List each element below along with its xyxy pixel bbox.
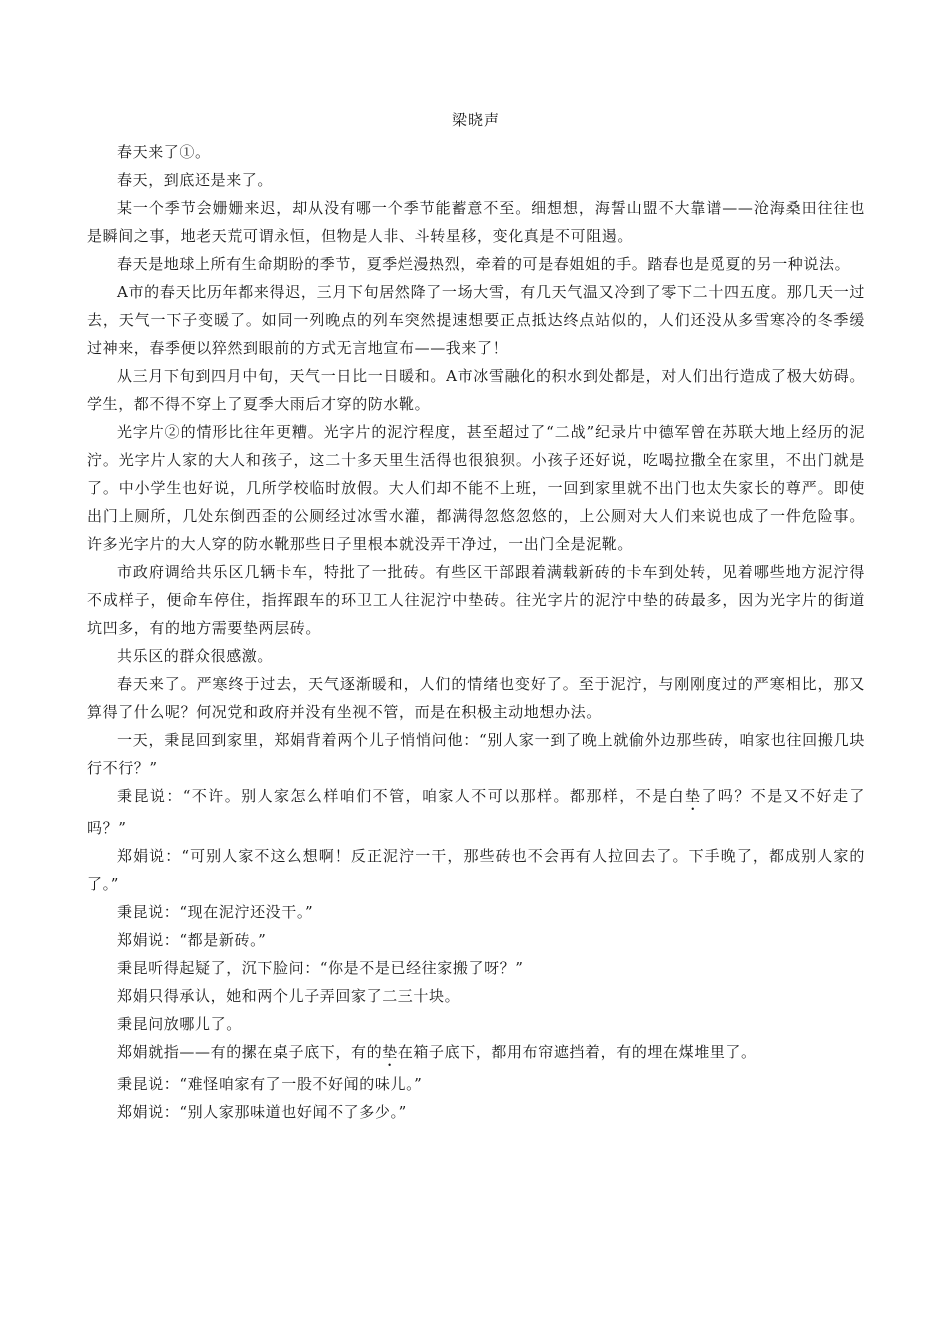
paragraph: 秉昆说：“不许。别人家怎么样咱们不管，咱家人不可以那样。都那样，不是白垫了吗？不是又不好走了吗？”	[87, 787, 865, 837]
emphasis-char: 垫	[382, 1043, 398, 1061]
paragraph: 一天，秉昆回到家里，郑娟背着两个儿子悄悄问他：“别人家一到了晚上就偷外边那些砖，咱家也往回搬几块行不行？”	[87, 731, 865, 777]
paragraph: 春天来了①。	[117, 143, 211, 161]
paragraph: A市的春天比历年都来得迟，三月下旬居然降了一场大雪，有几天气温又冷到了零下二十四五度。那几天一过去，天气一下子变暖了。如同一列晚点的列车突然提速想要正点抵达终点站似的，人们还没从多雪寒冷的冬季缓过神来，春季便以猝然到眼前的方式无言地宣布——我来了！	[87, 283, 865, 357]
paragraph: 秉昆说：“现在泥泞还没干。”	[117, 903, 314, 921]
paragraph: 郑娟就指——有的摞在桌子底下，有的垫在箱子底下，都用布帘遮挡着，有的埋在煤堆里了。	[117, 1043, 757, 1061]
paragraph: 郑娟说：“都是新砖。”	[117, 931, 267, 949]
paragraph: 秉昆听得起疑了，沉下脸问：“你是不是已经往家搬了呀？”	[117, 959, 524, 977]
author-name: 梁晓声	[451, 111, 500, 129]
paragraph: 郑娟只得承认，她和两个儿子弄回家了二三十块。	[117, 987, 461, 1005]
paragraph: 春天是地球上所有生命期盼的季节，夏季烂漫热烈，牵着的可是春姐姐的手。踏春也是觅夏的另一种说法。	[117, 255, 851, 273]
paragraph: 郑娟说：“别人家那味道也好闻不了多少。”	[117, 1103, 407, 1121]
paragraph: 从三月下旬到四月中旬，天气一日比一日暖和。A市冰雪融化的积水到处都是，对人们出行造成了极大妨碍。学生，都不得不穿上了夏季大雨后才穿的防水靴。	[87, 367, 865, 413]
paragraph: 某一个季节会姗姗来迟，却从没有哪一个季节能蓄意不至。细想想，海誓山盟不大靠谱——沧海桑田往往也是瞬间之事，地老天荒可谓永恒，但物是人非、斗转星移，变化真是不可阻遏。	[87, 199, 865, 245]
paragraph: 光字片②的情形比往年更糟。光字片的泥泞程度，甚至超过了“二战”纪录片中德军曾在苏联大地上经历的泥泞。光字片人家的大人和孩子，这二十多天里生活得也很狼狈。小孩子还好说，吃喝拉撒全在家里，不出门就是了。中小学生也好说，几所学校临时放假。大人们却不能不上班，一回到家里就不出门也太失家长的尊严。即使出门上厕所，几处东倒西歪的公厕经过冰雪水灌，都满得忽悠忽悠的，上公厕对大人们来说也成了一件危险事。许多光字片的大人穿的防水靴那些日子里根本就没弄干净过，一出门全是泥靴。	[87, 423, 865, 553]
paragraph: 春天，到底还是来了。	[117, 171, 274, 189]
paragraph: 秉昆说：“难怪咱家有了一股不好闻的味儿。”	[117, 1075, 423, 1093]
paragraph: 春天来了。严寒终于过去，天气逐渐暖和，人们的情绪也变好了。至于泥泞，与刚刚度过的严寒相比，那又算得了什么呢？何况党和政府并没有坐视不管，而是在积极主动地想办法。	[87, 675, 865, 721]
paragraph: 郑娟说：“可别人家不这么想啊！反正泥泞一干，那些砖也不会再有人拉回去了。下手晚了，都成别人家的了。”	[87, 847, 865, 893]
document-page	[87, 110, 865, 1126]
paragraph: 共乐区的群众很感激。	[117, 647, 274, 665]
document-body	[87, 138, 865, 1126]
paragraph: 市政府调给共乐区几辆卡车，特批了一批砖。有些区干部跟着满载新砖的卡车到处转，见着哪些地方泥泞得不成样子，便命车停住，指挥跟车的环卫工人往泥泞中垫砖。往光字片的泥泞中垫的砖最多，因为光字片的街道坑凹多，有的地方需要垫两层砖。	[87, 563, 865, 637]
paragraph: 秉昆问放哪儿了。	[117, 1015, 242, 1033]
emphasis-char: 垫	[685, 787, 702, 805]
